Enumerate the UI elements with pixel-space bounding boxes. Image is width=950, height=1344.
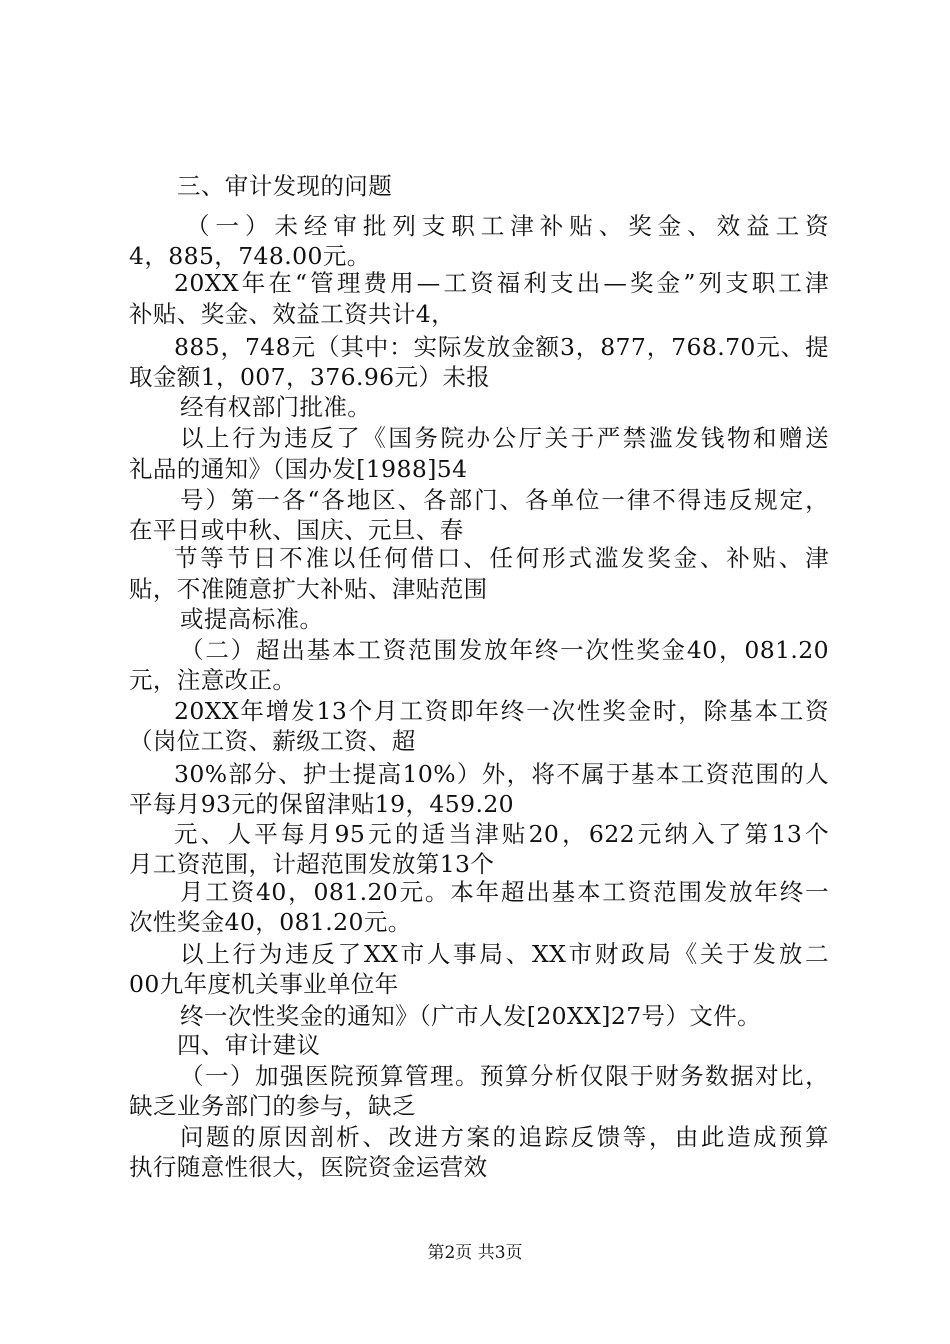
section-heading-4: 四、审计建议 bbox=[177, 1031, 321, 1059]
text-line: 元、人平每月95元的适当津贴20，622元纳入了第13个 bbox=[174, 820, 829, 848]
text-line: 终一次性奖金的通知》（广市人发[20XX]27号）文件。 bbox=[180, 1002, 762, 1030]
subheading-3-1: （一）未经审批列支职工津补贴、奖金、效益工资 bbox=[186, 212, 829, 240]
text-line: 20XX年在“管理费用—工资福利支出—奖金”列支职工津 bbox=[174, 269, 829, 297]
text-line: 补贴、奖金、效益工资共计4， bbox=[129, 300, 456, 328]
text-line: 次性奖金40，081.20元。 bbox=[129, 908, 412, 936]
section-heading-3: 三、审计发现的问题 bbox=[177, 172, 393, 200]
text-line: 20XX年增发13个月工资即年终一次性奖金时，除基本工资 bbox=[174, 697, 829, 725]
page-footer: 第2页 共3页 bbox=[427, 1243, 523, 1263]
text-line: 缺乏业务部门的参与，缺乏 bbox=[129, 1092, 416, 1120]
text-line: 以上行为违反了XX市人事局、XX市财政局《关于发放二 bbox=[180, 940, 829, 968]
text-line: 执行随意性很大，医院资金运营效 bbox=[129, 1153, 488, 1181]
text-line: 平每月93元的保留津贴19，459.20 bbox=[129, 790, 515, 818]
text-line: 号）第一各“各地区、各部门、各单位一律不得违反规定， bbox=[180, 486, 829, 514]
text-line: 00九年度机关事业单位年 bbox=[129, 970, 399, 998]
text-line: 月工资40，081.20元。本年超出基本工资范围发放年终一 bbox=[180, 878, 829, 906]
text-line: （岗位工资、薪级工资、超 bbox=[129, 727, 416, 755]
subheading-3-2: （二）超出基本工资范围发放年终一次性奖金40，081.20 bbox=[180, 636, 829, 664]
text-line: 元，注意改正。 bbox=[129, 666, 297, 694]
text-line: 礼品的通知》（国办发[1988]54 bbox=[129, 455, 468, 483]
text-line: 贴，不准随意扩大补贴、津贴范围 bbox=[129, 575, 488, 603]
subheading-4-1: （一）加强医院预算管理。预算分析仅限于财务数据对比， bbox=[180, 1062, 829, 1090]
text-line: 4，885，748.00元。 bbox=[129, 242, 371, 270]
text-line: 节等节日不准以任何借口、任何形式滥发奖金、补贴、津 bbox=[174, 544, 829, 572]
text-line: 885，748元（其中：实际发放金额3，877，768.70元、提 bbox=[174, 333, 829, 361]
text-line: 在平日或中秋、国庆、元旦、春 bbox=[129, 516, 464, 544]
text-line: 30%部分、护士提高10%）外，将不属于基本工资范围的人 bbox=[174, 760, 829, 788]
text-line: 问题的原因剖析、改进方案的追踪反馈等，由此造成预算 bbox=[180, 1123, 829, 1151]
text-line: 取金额1，007，376.96元）未报 bbox=[129, 363, 491, 391]
text-line: 月工资范围，计超范围发放第13个 bbox=[129, 850, 495, 878]
text-line: 以上行为违反了《国务院办公厅关于严禁滥发钱物和赠送 bbox=[180, 424, 829, 452]
text-line: 经有权部门批准。 bbox=[180, 393, 372, 421]
text-line: 或提高标准。 bbox=[180, 605, 324, 633]
